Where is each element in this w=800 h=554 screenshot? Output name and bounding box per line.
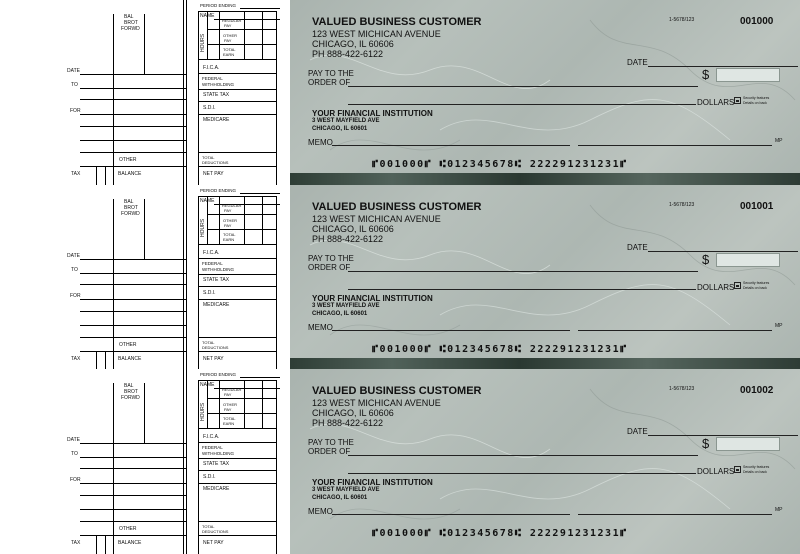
company-address2: CHICAGO, IL 60606 <box>312 408 394 418</box>
company-address1: 123 WEST MICHICAN AVENUE <box>312 29 441 39</box>
total-earn-label: EARN <box>223 237 235 242</box>
check-number: 001002 <box>740 385 774 396</box>
regular-label: REGULAR <box>222 387 242 392</box>
other-row-label: OTHER <box>119 157 137 163</box>
other-pay-label: PAY <box>224 38 232 43</box>
payroll-stub <box>0 185 290 370</box>
other-pay-label: PAY <box>224 407 232 412</box>
to-label: TO <box>71 82 78 88</box>
dollars-label: DOLLARS <box>697 467 735 476</box>
period-ending-label: PERIOD ENDING <box>200 3 237 8</box>
fica-label: F.I.C.A. <box>203 434 220 440</box>
pay-to-label: PAY TO THE <box>308 438 354 447</box>
total-label: TOTAL <box>223 232 236 237</box>
security-note-2: Details on back <box>743 101 767 105</box>
tax-label: TAX <box>71 356 81 362</box>
regular-label: REGULAR <box>222 203 242 208</box>
federal-label: FEDERAL <box>202 261 223 266</box>
micr-line: ⑈001000⑈ ⑆012345678⑆ 222291231231⑈ <box>372 344 628 355</box>
check <box>290 0 800 185</box>
bank-address2: CHICAGO, IL 60601 <box>312 495 368 501</box>
regular-pay-label: PAY <box>224 23 232 28</box>
payroll-stub <box>0 0 290 185</box>
bank-address1: 3 WEST MAYFIELD AVE <box>312 487 380 493</box>
company-name: VALUED BUSINESS CUSTOMER <box>312 16 482 28</box>
amount-box[interactable] <box>716 253 780 267</box>
tax-label: TAX <box>71 171 81 177</box>
check-number: 001001 <box>740 201 774 212</box>
brot-label: BROT <box>124 20 138 26</box>
security-note-1: Security features <box>743 281 770 285</box>
for-label: FOR <box>70 293 81 299</box>
memo-line[interactable] <box>332 145 570 146</box>
total-ded-label: TOTAL <box>202 524 215 529</box>
withholding-label: WITHHOLDING <box>202 451 234 456</box>
date-label: DATE <box>67 437 80 443</box>
payee-line[interactable] <box>348 86 698 87</box>
padlock-icon <box>734 97 741 104</box>
bank-name: YOUR FINANCIAL INSTITUTION <box>312 294 433 303</box>
bank-address1: 3 WEST MAYFIELD AVE <box>312 303 380 309</box>
company-phone: PH 888-422-6122 <box>312 234 384 244</box>
net-pay-label: NET PAY <box>203 356 224 362</box>
security-note-1: Security features <box>743 465 770 469</box>
payee-line[interactable] <box>348 271 698 272</box>
bal-label: BAL <box>124 383 134 389</box>
date-line[interactable] <box>648 66 798 67</box>
date-label: DATE <box>627 58 648 67</box>
company-phone: PH 888-422-6122 <box>312 418 384 428</box>
tax-label: TAX <box>71 540 81 546</box>
signature-line[interactable] <box>578 145 772 146</box>
bank-address1: 3 WEST MAYFIELD AVE <box>312 118 380 124</box>
date-label: DATE <box>627 427 648 436</box>
check-section-2 <box>0 185 800 370</box>
padlock-icon <box>734 466 741 473</box>
sdi-label: S.D.I. <box>203 105 216 111</box>
state-tax-label: STATE TAX <box>203 461 230 467</box>
other-row-label: OTHER <box>119 526 137 532</box>
order-of-label: ORDER OF <box>308 263 351 272</box>
state-tax-label: STATE TAX <box>203 92 230 98</box>
federal-label: FEDERAL <box>202 76 223 81</box>
regular-label: REGULAR <box>222 18 242 23</box>
net-pay-label: NET PAY <box>203 171 224 177</box>
brot-label: BROT <box>124 389 138 395</box>
deductions-label: DEDUCTIONS <box>202 345 229 350</box>
total-ded-label: TOTAL <box>202 340 215 345</box>
other-row-label: OTHER <box>119 342 137 348</box>
forwd-label: FORWD <box>121 395 140 401</box>
order-of-label: ORDER OF <box>308 447 351 456</box>
net-pay-label: NET PAY <box>203 540 224 546</box>
date-line[interactable] <box>648 435 798 436</box>
regular-pay-label: PAY <box>224 392 232 397</box>
deductions-label: DEDUCTIONS <box>202 160 229 165</box>
forwd-label: FORWD <box>121 211 140 217</box>
payroll-stub <box>0 369 290 554</box>
medicare-label: MEDICARE <box>203 486 230 492</box>
bank-address2: CHICAGO, IL 60601 <box>312 311 368 317</box>
brot-label: BROT <box>124 205 138 211</box>
check-section-3 <box>0 369 800 554</box>
micr-line: ⑈001000⑈ ⑆012345678⑆ 222291231231⑈ <box>372 159 628 170</box>
memo-label: MEMO <box>308 323 333 332</box>
check-number: 001000 <box>740 16 774 27</box>
dollar-sign: $ <box>702 436 710 451</box>
total-earn-label: EARN <box>223 52 235 57</box>
company-phone: PH 888-422-6122 <box>312 49 384 59</box>
amount-words-line[interactable] <box>348 289 696 290</box>
pay-to-label: PAY TO THE <box>308 69 354 78</box>
amount-words-line[interactable] <box>348 104 696 105</box>
check <box>290 185 800 370</box>
total-label: TOTAL <box>223 416 236 421</box>
federal-label: FEDERAL <box>202 445 223 450</box>
mp-label: MP <box>775 323 783 329</box>
fica-label: F.I.C.A. <box>203 250 220 256</box>
withholding-label: WITHHOLDING <box>202 267 234 272</box>
name-label: NAME <box>200 13 215 19</box>
pay-to-label: PAY TO THE <box>308 254 354 263</box>
period-ending-label: PERIOD ENDING <box>200 372 237 377</box>
other-label: OTHER <box>223 33 237 38</box>
state-tax-label: STATE TAX <box>203 277 230 283</box>
company-address2: CHICAGO, IL 60606 <box>312 39 394 49</box>
other-pay-label: PAY <box>224 223 232 228</box>
to-label: TO <box>71 267 78 273</box>
check-section-1 <box>0 0 800 185</box>
for-label: FOR <box>70 477 81 483</box>
forwd-label: FORWD <box>121 26 140 32</box>
bank-address2: CHICAGO, IL 60601 <box>312 126 368 132</box>
sdi-label: S.D.I. <box>203 290 216 296</box>
security-note-1: Security features <box>743 96 770 100</box>
bal-label: BAL <box>124 199 134 205</box>
withholding-label: WITHHOLDING <box>202 82 234 87</box>
amount-box[interactable] <box>716 68 780 82</box>
check <box>290 369 800 554</box>
security-note-2: Details on back <box>743 470 767 474</box>
balance-label: BALANCE <box>118 356 142 362</box>
fraction-code: 1-5678/123 <box>669 386 695 392</box>
hours-label: HOURS <box>200 33 206 52</box>
balance-label: BALANCE <box>118 171 142 177</box>
company-name: VALUED BUSINESS CUSTOMER <box>312 201 482 213</box>
signature-line[interactable] <box>578 330 772 331</box>
bank-name: YOUR FINANCIAL INSTITUTION <box>312 478 433 487</box>
sdi-label: S.D.I. <box>203 474 216 480</box>
to-label: TO <box>71 451 78 457</box>
fraction-code: 1-5678/123 <box>669 17 695 23</box>
marble-band <box>290 173 800 185</box>
fraction-code: 1-5678/123 <box>669 202 695 208</box>
other-label: OTHER <box>223 218 237 223</box>
total-ded-label: TOTAL <box>202 155 215 160</box>
total-label: TOTAL <box>223 47 236 52</box>
name-label: NAME <box>200 382 215 388</box>
dollars-label: DOLLARS <box>697 283 735 292</box>
medicare-label: MEDICARE <box>203 302 230 308</box>
fica-label: F.I.C.A. <box>203 65 220 71</box>
total-earn-label: EARN <box>223 421 235 426</box>
name-label: NAME <box>200 198 215 204</box>
amount-box[interactable] <box>716 437 780 451</box>
bank-name: YOUR FINANCIAL INSTITUTION <box>312 109 433 118</box>
memo-line[interactable] <box>332 330 570 331</box>
date-label: DATE <box>67 68 80 74</box>
hours-label: HOURS <box>200 218 206 237</box>
micr-line: ⑈001000⑈ ⑆012345678⑆ 222291231231⑈ <box>372 528 628 539</box>
date-label: DATE <box>67 253 80 259</box>
memo-label: MEMO <box>308 507 333 516</box>
dollar-sign: $ <box>702 252 710 267</box>
company-address1: 123 WEST MICHICAN AVENUE <box>312 398 441 408</box>
memo-line[interactable] <box>332 514 570 515</box>
company-address2: CHICAGO, IL 60606 <box>312 224 394 234</box>
order-of-label: ORDER OF <box>308 78 351 87</box>
medicare-label: MEDICARE <box>203 117 230 123</box>
balance-label: BALANCE <box>118 540 142 546</box>
dollars-label: DOLLARS <box>697 98 735 107</box>
date-label: DATE <box>627 243 648 252</box>
signature-line[interactable] <box>578 514 772 515</box>
other-label: OTHER <box>223 402 237 407</box>
hours-label: HOURS <box>200 402 206 421</box>
deductions-label: DEDUCTIONS <box>202 529 229 534</box>
company-address1: 123 WEST MICHICAN AVENUE <box>312 214 441 224</box>
dollar-sign: $ <box>702 67 710 82</box>
memo-label: MEMO <box>308 138 333 147</box>
date-line[interactable] <box>648 251 798 252</box>
regular-pay-label: PAY <box>224 208 232 213</box>
mp-label: MP <box>775 507 783 513</box>
bal-label: BAL <box>124 14 134 20</box>
period-ending-label: PERIOD ENDING <box>200 188 237 193</box>
security-note-2: Details on back <box>743 286 767 290</box>
for-label: FOR <box>70 108 81 114</box>
mp-label: MP <box>775 138 783 144</box>
padlock-icon <box>734 282 741 289</box>
amount-words-line[interactable] <box>348 473 696 474</box>
company-name: VALUED BUSINESS CUSTOMER <box>312 385 482 397</box>
payee-line[interactable] <box>348 455 698 456</box>
